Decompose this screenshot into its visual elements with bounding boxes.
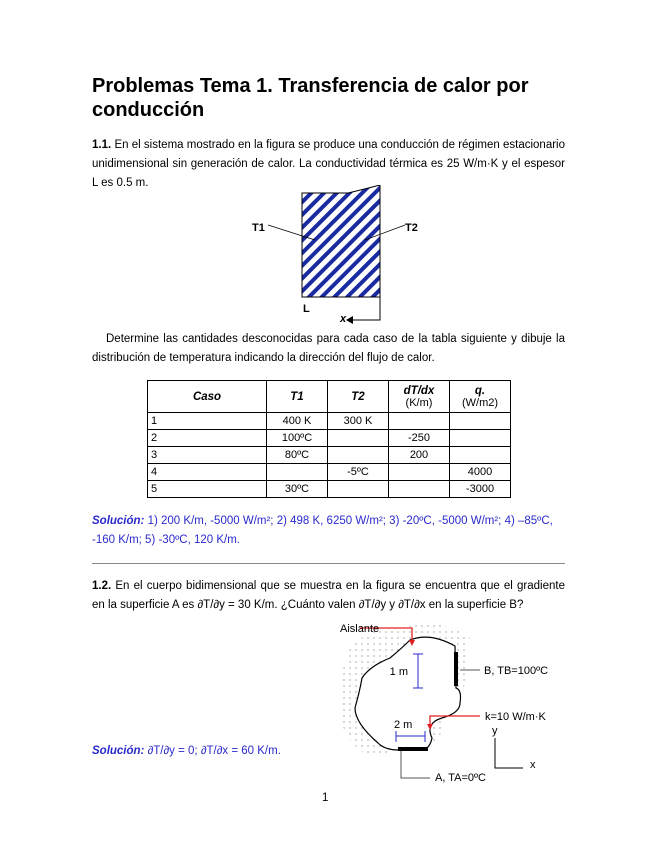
instruction-text: Determine las cantidades desconocidas para cada caso de la tabla siguiente y dibuje la distribución de temperatura indicando la dirección del flujo de calor. [92, 333, 565, 364]
t1-label: T1 [252, 222, 265, 234]
aislante-label: Aislante [340, 623, 380, 635]
x-label: x [340, 313, 347, 325]
x-axis-label: x [530, 759, 536, 771]
problem-number: 1.1. [92, 139, 112, 151]
table-cell: 80ºC [267, 447, 328, 464]
b-label: B, TB=100ºC [484, 665, 549, 677]
data-table [147, 380, 511, 498]
header-dtdx: dT/dx (K/m) [389, 381, 450, 413]
l-label: L [303, 303, 310, 315]
page-title: Problemas Tema 1. Transferencia de calor por conducción [92, 75, 529, 121]
table-cell: 400 K [267, 413, 328, 430]
problem-1-2 [92, 577, 565, 615]
table-cell [450, 447, 511, 464]
problem-text: En el cuerpo bidimensional que se muestra en la figura se encuentra que el gradiente en la superficie A es ∂T/∂y = 30 K/m. ¿Cuánto valen ∂T/∂y y ∂T/∂x en la superficie B? [92, 580, 565, 611]
table-cell: 100ºC [267, 430, 328, 447]
table-cell [328, 481, 389, 498]
page-number: 1 [322, 792, 329, 804]
table-cell: 200 [389, 447, 450, 464]
solution-label: Solución: [92, 745, 145, 757]
solution-text: ∂T/∂y = 0; ∂T/∂x = 60 K/m. [147, 745, 281, 757]
1m-label: 1 m [389, 666, 408, 678]
header-q: q. (W/m2) [450, 381, 511, 413]
table-cell [389, 464, 450, 481]
table-header-row [148, 381, 511, 413]
table-cell [328, 430, 389, 447]
hatched-wall [302, 185, 380, 297]
solution-1-2 [92, 742, 312, 761]
solution-label: Solución: [92, 515, 145, 527]
table-cell: 1 [148, 413, 267, 430]
wall-figure [240, 185, 440, 330]
header-caso: Caso [148, 381, 267, 413]
table-cell: 300 K [328, 413, 389, 430]
table-cell: 4000 [450, 464, 511, 481]
table-row [148, 464, 511, 481]
t2-label: T2 [405, 222, 418, 234]
body-figure [330, 618, 560, 788]
table-cell: -5ºC [328, 464, 389, 481]
surface-b [454, 652, 458, 686]
a-label: A, TA=0ºC [435, 772, 486, 784]
table-cell: 2 [148, 430, 267, 447]
problem-text: En el sistema mostrado en la figura se produce una conducción de régimen estacionario unidimensional sin generación de calor. La conductividad térmica es 25 W/m·K y el espesor L es 0.5 m. [92, 139, 565, 189]
table-row [148, 430, 511, 447]
table-cell [450, 430, 511, 447]
table-cell [389, 481, 450, 498]
y-axis-label: y [492, 725, 498, 737]
solution-text: 1) 200 K/m, -5000 W/m²; 2) 498 K, 6250 W/m²; 3) -20ºC, -5000 W/m²; 4) –85ºC, -160 K/m; 5) -30ºC, 120 K/m. [92, 515, 553, 546]
2m-label: 2 m [394, 719, 413, 731]
table-cell [389, 413, 450, 430]
table-cell: 30ºC [267, 481, 328, 498]
table-cell [328, 447, 389, 464]
x-arrow-icon [346, 316, 353, 324]
table-cell: -250 [389, 430, 450, 447]
solution-1-1 [92, 512, 565, 550]
axes [495, 738, 523, 768]
surface-a [398, 747, 428, 751]
table-row [148, 481, 511, 498]
table-cell [450, 413, 511, 430]
header-t2: T2 [328, 381, 389, 413]
table-cell [267, 464, 328, 481]
divider [92, 563, 565, 564]
table-cell: -3000 [450, 481, 511, 498]
table-cell: 4 [148, 464, 267, 481]
table-row [148, 447, 511, 464]
header-t1: T1 [267, 381, 328, 413]
table-cell: 3 [148, 447, 267, 464]
problem-number: 1.2. [92, 580, 112, 592]
k-label: k=10 W/m·K [485, 711, 546, 723]
table-row [148, 413, 511, 430]
table-cell: 5 [148, 481, 267, 498]
